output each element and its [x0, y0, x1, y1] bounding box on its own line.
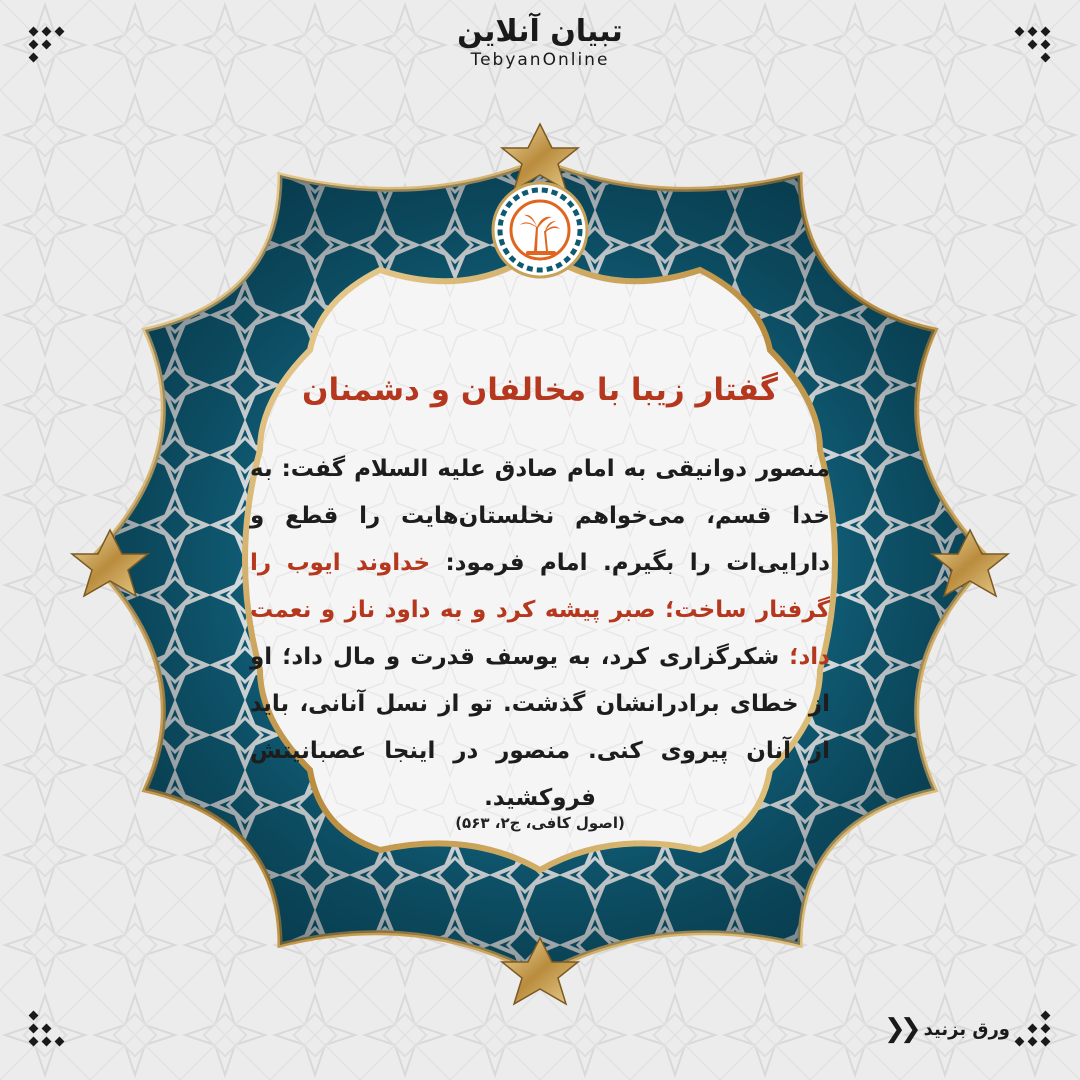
corner-ornament-top-right [1016, 28, 1050, 62]
corner-ornament-top-left [30, 28, 64, 62]
body-text [250, 446, 830, 822]
source-citation: (اصول کافی، ج۲، ۵۶۳) [455, 814, 625, 832]
brand-name-fa: تبیان آنلاین [457, 14, 623, 49]
body-text-part1: منصور دوانیقی به امام صادق علیه السلام گفت: به خدا قسم، می‌خواهم نخلستان‌هایت را قطع و دارایی‌ات را بگیرم. امام فرمود: [250, 456, 831, 576]
double-chevron-icon: ❮❮ [884, 1014, 916, 1044]
next-page-label: ورق بزنید [923, 1018, 1010, 1040]
emblem-medallion [490, 175, 590, 285]
next-page-button[interactable] [830, 1012, 1010, 1046]
corner-ornament-bottom-left [30, 1012, 64, 1046]
body-text-highlight: خداوند ایوب را گرفتار ساخت؛ صبر پیشه کرد و به داود ناز و نعمت داد؛ [250, 550, 830, 670]
corner-ornament-bottom-right [1016, 1012, 1050, 1046]
body-text-part2: شکرگزاری کرد، به یوسف قدرت و مال داد؛ او از خطای برادرانشان گذشت. تو از نسل آنانی، باید از آنان پیروی کنی. منصور در اینجا عصبانیتش فروکشید. [250, 644, 830, 811]
brand-logo [440, 14, 640, 70]
post-title: گفتار زیبا با مخالفان و دشمنان [302, 372, 778, 408]
brand-name-en: TebyanOnline [470, 50, 610, 70]
